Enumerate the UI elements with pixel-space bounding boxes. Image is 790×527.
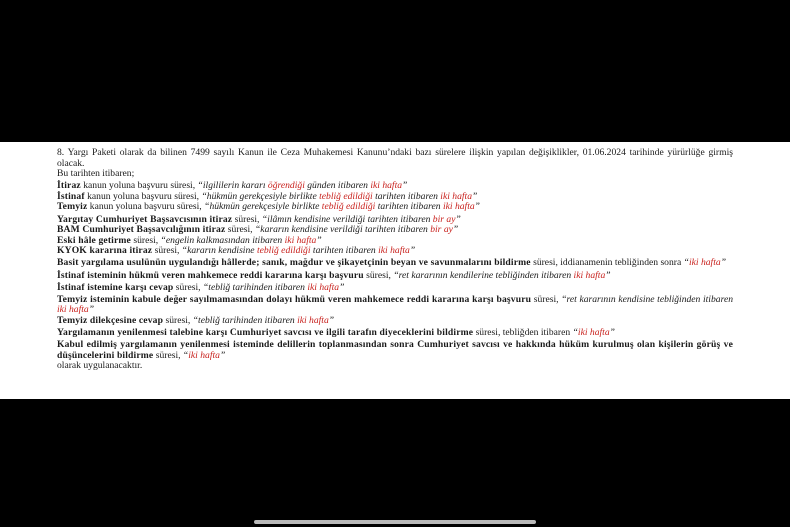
item-istinaf: İstinaf kanun yoluna başvuru süresi, “hükmün gerekçesiyle birlikte tebliğ edildiği tarihten itibaren iki hafta” — [57, 190, 478, 202]
document-content — [57, 148, 733, 372]
item-yenileme-delil: Kabul edilmiş yargılamanın yenilenmesi isteminde delillerin toplanmasından sonra Cumhuriyet savcısı ve hakkında hüküm kurulmuş olan kişilerin görüş ve düşüncelerini bildirme süresi, “iki hafta” — [57, 339, 733, 361]
closing-line: olarak uygulanacaktır. — [57, 360, 143, 372]
item-istinaf-ret-basvuru: İstinaf isteminin hükmü veren mahkemece reddi kararına karşı başvuru süresi, “ret kararının kendilerine tebliğinden itibaren iki hafta” — [57, 269, 611, 281]
item-basit-yargilama: Basit yargılama usulünün uygulandığı hâllerde; sanık, mağdur ve şikayetçinin beyan ve savunmalarını bildirme süresi, iddianamenin tebliğinden sonra “iki hafta” — [57, 257, 727, 269]
home-indicator[interactable] — [254, 520, 536, 524]
item-eski-hale-getirme: Eski hâle getirme süresi, “engelin kalkmasından itibaren iki hafta” — [57, 234, 322, 246]
document-page — [0, 142, 790, 399]
item-temyiz-cevap: Temyiz dilekçesine cevap süresi, “tebliğ tarihinden itibaren iki hafta” — [57, 314, 335, 326]
item-bam-itiraz: BAM Cumhuriyet Başsavcılığının itiraz süresi, “kararın kendisine verildiği tarihten itibaren bir ay” — [57, 224, 459, 236]
item-temyiz: Temyiz kanun yoluna başvuru süresi, “hükmün gerekçesiyle birlikte tebliğ edildiği tarihten itibaren iki hafta” — [57, 201, 481, 213]
item-temyiz-ret-basvuru: Temyiz isteminin kabule değer sayılmamasından dolayı hükmü veren mahkemece reddi kararına karşı başvuru süresi, “ret kararının kendisine tebliğinden itibaren iki hafta” — [57, 293, 733, 316]
since-line: Bu tarihten itibaren; — [57, 168, 135, 180]
item-yargitay-itiraz: Yargıtay Cumhuriyet Başsavcısının itiraz süresi, “ilâmın kendisine verildiği tarihten itibaren bir ay” — [57, 213, 461, 225]
item-kyok-itiraz: KYOK kararına itiraz süresi, “kararın kendisine tebliğ edildiği tarihten itibaren iki hafta” — [57, 245, 416, 257]
intro-paragraph: 8. Yargı Paketi olarak da bilinen 7499 sayılı Kanun ile Ceza Muhakemesi Kanunu’ndaki bazı sürelere ilişkin yapılan değişiklikler, 01.06.2024 tarihinde yürürlüğe girmiş olacak. — [57, 147, 733, 169]
item-itiraz: İtiraz kanun yoluna başvuru süresi, “ilgililerin kararı öğrendiği günden itibaren iki hafta” — [57, 180, 408, 192]
item-yenileme-talebi: Yargılamanın yenilenmesi talebine karşı Cumhuriyet savcısı ve ilgili tarafın diyeceklerini bildirme süresi, tebliğden itibaren “iki hafta” — [57, 327, 615, 338]
item-istinaf-cevap: İstinaf istemine karşı cevap süresi, “tebliğ tarihinden itibaren iki hafta” — [57, 281, 345, 293]
